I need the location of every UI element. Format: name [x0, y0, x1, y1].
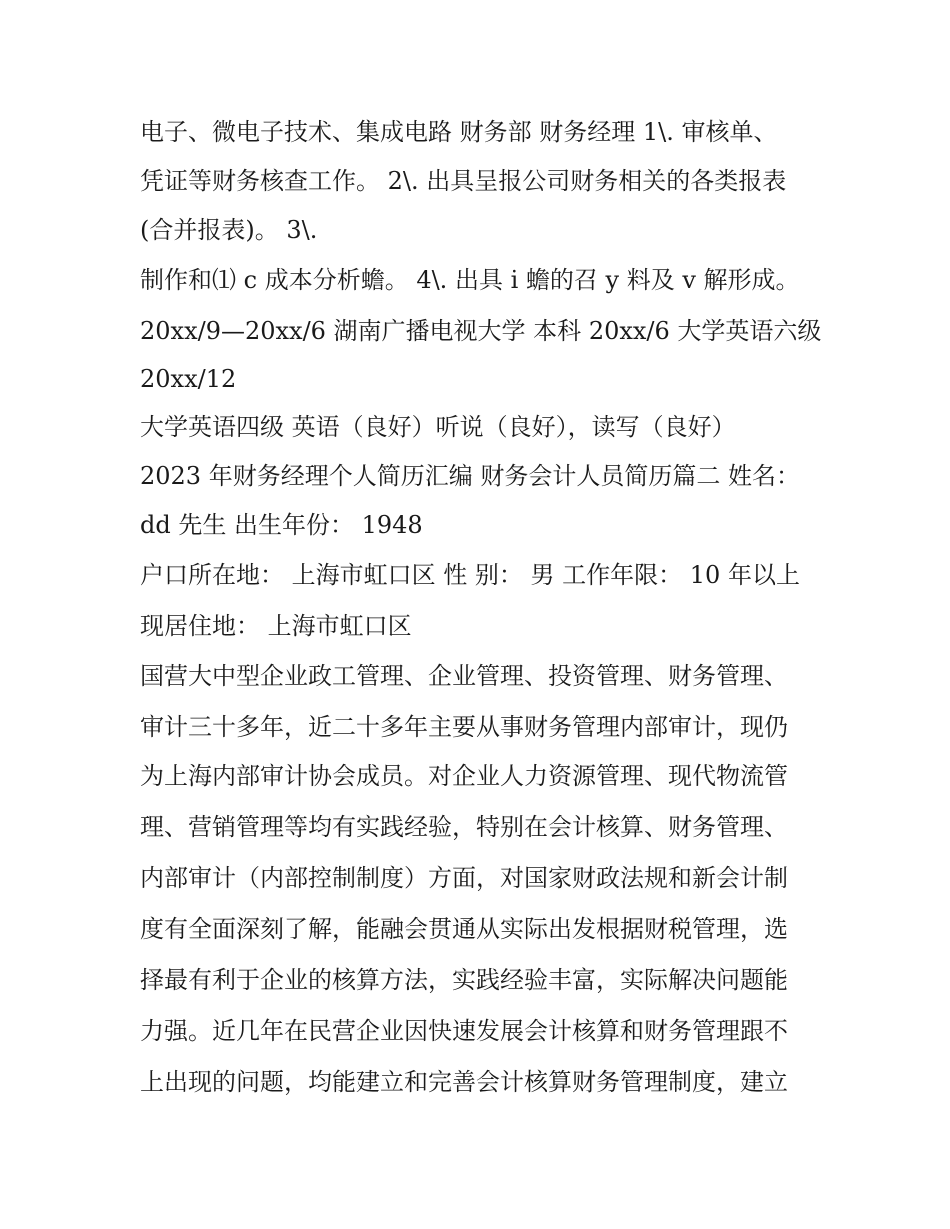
- text-line-14: 为上海内部审计协会成员。对企业人力资源管理、现代物流管: [140, 762, 788, 790]
- text-line-8: 2023 年财务经理个人简历汇编 财务会计人员简历篇二 姓名：: [140, 462, 800, 490]
- text-line-7: 大学英语四级 英语（良好）听说（良好），读写（良好）: [140, 413, 736, 441]
- text-line-2: 凭证等财务核查工作。 2\. 出具呈报公司财务相关的各类报表: [140, 167, 787, 195]
- text-line-3: (合并报表)。 3\.: [140, 216, 318, 244]
- text-line-15: 理、营销管理等均有实践经验，特别在会计核算、财务管理、: [140, 813, 788, 841]
- text-line-16: 内部审计（内部控制制度）方面，对国家财政法规和新会计制: [140, 864, 788, 892]
- text-line-10: 户口所在地： 上海市虹口区 性 别： 男 工作年限： 10 年以上: [140, 561, 800, 589]
- text-line-18: 择最有利于企业的核算方法，实践经验丰富，实际解决问题能: [140, 966, 788, 994]
- document-body: [140, 108, 820, 1107]
- text-line-19: 力强。近几年在民营企业因快速发展会计核算和财务管理跟不: [140, 1017, 788, 1045]
- text-line-20: 上出现的问题，均能建立和完善会计核算财务管理制度，建立: [140, 1068, 788, 1096]
- text-line-5: 20xx/9—20xx/6 湖南广播电视大学 本科 20xx/6 大学英语六级: [140, 317, 822, 345]
- text-line-1: 电子、微电子技术、集成电路 财务部 财务经理 1\. 审核单、: [140, 118, 778, 146]
- text-line-6: 20xx/12: [140, 365, 237, 393]
- text-line-12: 国营大中型企业政工管理、企业管理、投资管理、财务管理、: [140, 662, 788, 690]
- text-line-4: 制作和⑴ c 成本分析蟾。 4\. 出具 i 蟾的召 y 料及 v 解形成。: [140, 266, 800, 294]
- text-line-9: dd 先生 出生年份： 1948: [140, 511, 423, 539]
- text-line-13: 审计三十多年，近二十多年主要从事财务管理内部审计，现仍: [140, 713, 788, 741]
- text-line-11: 现居住地： 上海市虹口区: [140, 612, 412, 640]
- text-line-17: 度有全面深刻了解，能融会贯通从实际出发根据财税管理，选: [140, 915, 788, 943]
